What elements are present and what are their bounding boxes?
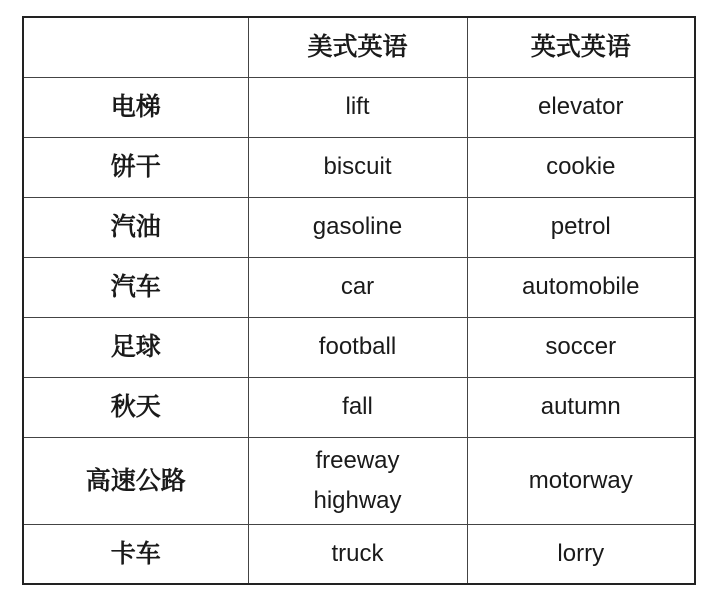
- table-row: [23, 137, 695, 197]
- american-term-cell: football: [248, 317, 467, 377]
- american-term-line: freeway: [315, 446, 400, 474]
- table-row: [23, 524, 695, 584]
- header-british-english: 英式英语: [467, 17, 695, 77]
- table-row: [23, 77, 695, 137]
- chinese-term-cell: 秋天: [23, 377, 248, 437]
- table-row: [23, 197, 695, 257]
- chinese-term-cell: 电梯: [23, 77, 248, 137]
- british-term-cell: motorway: [467, 437, 695, 524]
- american-term-cell: car: [248, 257, 467, 317]
- british-term-cell: elevator: [467, 77, 695, 137]
- header-empty-cell: [23, 17, 248, 77]
- chinese-term-cell: 汽车: [23, 257, 248, 317]
- american-term-cell: biscuit: [248, 137, 467, 197]
- table-row: [23, 377, 695, 437]
- table-row: [23, 257, 695, 317]
- chinese-term-cell: 汽油: [23, 197, 248, 257]
- american-term-cell: lift: [248, 77, 467, 137]
- vocabulary-table: [22, 16, 696, 585]
- british-term-cell: automobile: [467, 257, 695, 317]
- british-term-cell: lorry: [467, 524, 695, 584]
- chinese-term-cell: 饼干: [23, 137, 248, 197]
- british-term-cell: soccer: [467, 317, 695, 377]
- american-term-line: highway: [313, 486, 402, 514]
- table-row: [23, 317, 695, 377]
- american-term-cell: [248, 437, 467, 524]
- american-term-cell: gasoline: [248, 197, 467, 257]
- american-term-cell: truck: [248, 524, 467, 584]
- chinese-term-cell: 高速公路: [23, 437, 248, 524]
- chinese-term-cell: 足球: [23, 317, 248, 377]
- american-term-cell: fall: [248, 377, 467, 437]
- table-row: [23, 437, 695, 524]
- chinese-term-cell: 卡车: [23, 524, 248, 584]
- british-term-cell: petrol: [467, 197, 695, 257]
- british-term-cell: cookie: [467, 137, 695, 197]
- british-term-cell: autumn: [467, 377, 695, 437]
- table-header-row: [23, 17, 695, 77]
- header-american-english: 美式英语: [248, 17, 467, 77]
